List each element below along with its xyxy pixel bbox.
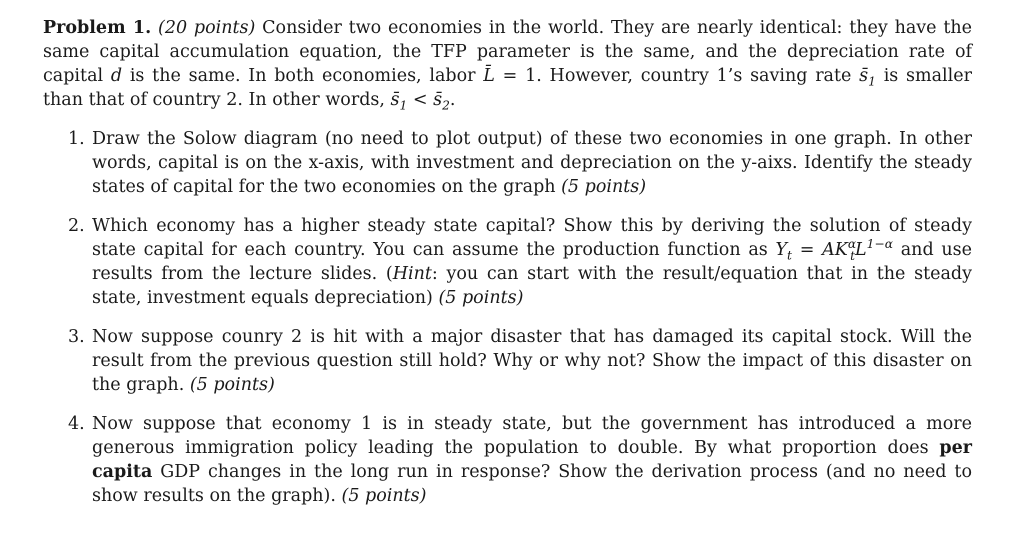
question-points: (5 points): [189, 375, 275, 395]
question-list: [43, 127, 972, 508]
question-number: 3.: [68, 327, 85, 347]
problem-intro: [43, 16, 972, 112]
intro-text-3: = 1. However, country 1’s saving rate: [494, 66, 860, 86]
intro-text-1: Consider two economies in the world. They are nearly identical: they have the same capital accumulation equation, the TFP parameter is the same, and the depreciation rate of capital: [43, 18, 972, 86]
question-text: Draw the Solow diagram (no need to plot output) of these two economies in one graph. In other words, capital is on the x-axis, with investment and depreciation on the y-aixs. Identify the steady states of capital for the two economies on the graph: [92, 129, 972, 197]
inequality-operator: <: [407, 90, 434, 110]
symbol-s1: $s̄_1$: [859, 66, 876, 89]
problem-label: Problem 1.: [43, 18, 152, 38]
production-function: $Y_t = AK^\alpha_tL^{1-\alpha}$: [775, 237, 894, 263]
question-points: (5 points): [438, 288, 524, 308]
question-text-b: GDP changes in the long run in response? Show the derivation process (and no need to show results on the graph).: [92, 462, 972, 506]
question-text-b: and use results from the lecture slides. (: [92, 240, 972, 284]
question-points: (5 points): [561, 177, 647, 197]
inequality-s1: $s̄_1$: [390, 90, 408, 113]
question-text-a: Now suppose that economy 1 is in steady state, but the government has introduced a more generous immigration policy leading the population to double. By what proportion does: [92, 414, 972, 458]
symbol-L-bar: L̄: [483, 66, 495, 86]
hint-label: Hint: [392, 264, 432, 284]
question-number: 2.: [68, 216, 85, 236]
question-number: 4.: [68, 414, 85, 434]
question-3: [43, 325, 972, 397]
question-1: [43, 127, 972, 199]
problem-points: (20 points): [158, 18, 256, 38]
question-text-a: Which economy has a higher steady state capital? Show this by deriving the solution of steady state capital for each country. You can assume the production function as: [92, 216, 972, 260]
inequality-s2: $s̄_2$: [433, 90, 450, 113]
question-number: 1.: [68, 129, 85, 149]
emphasis-per-capita: per capita: [92, 438, 972, 482]
symbol-d: d: [110, 66, 123, 86]
intro-text-5: .: [449, 90, 456, 110]
question-2: [43, 214, 972, 310]
question-4: [43, 412, 972, 508]
question-points: (5 points): [341, 486, 427, 506]
intro-text-2: is the same. In both economies, labor: [122, 66, 484, 86]
intro-text-4: is smaller than that of country 2. In other words,: [43, 66, 972, 110]
question-text: Now suppose counry 2 is hit with a major disaster that has damaged its capital stock. Will the result from the previous question still hold? Why or why not? Show the impact of this disaster on the graph.: [92, 327, 972, 395]
question-text-c: : you can start with the result/equation that in the steady state, investment equals depreciation): [92, 264, 972, 308]
